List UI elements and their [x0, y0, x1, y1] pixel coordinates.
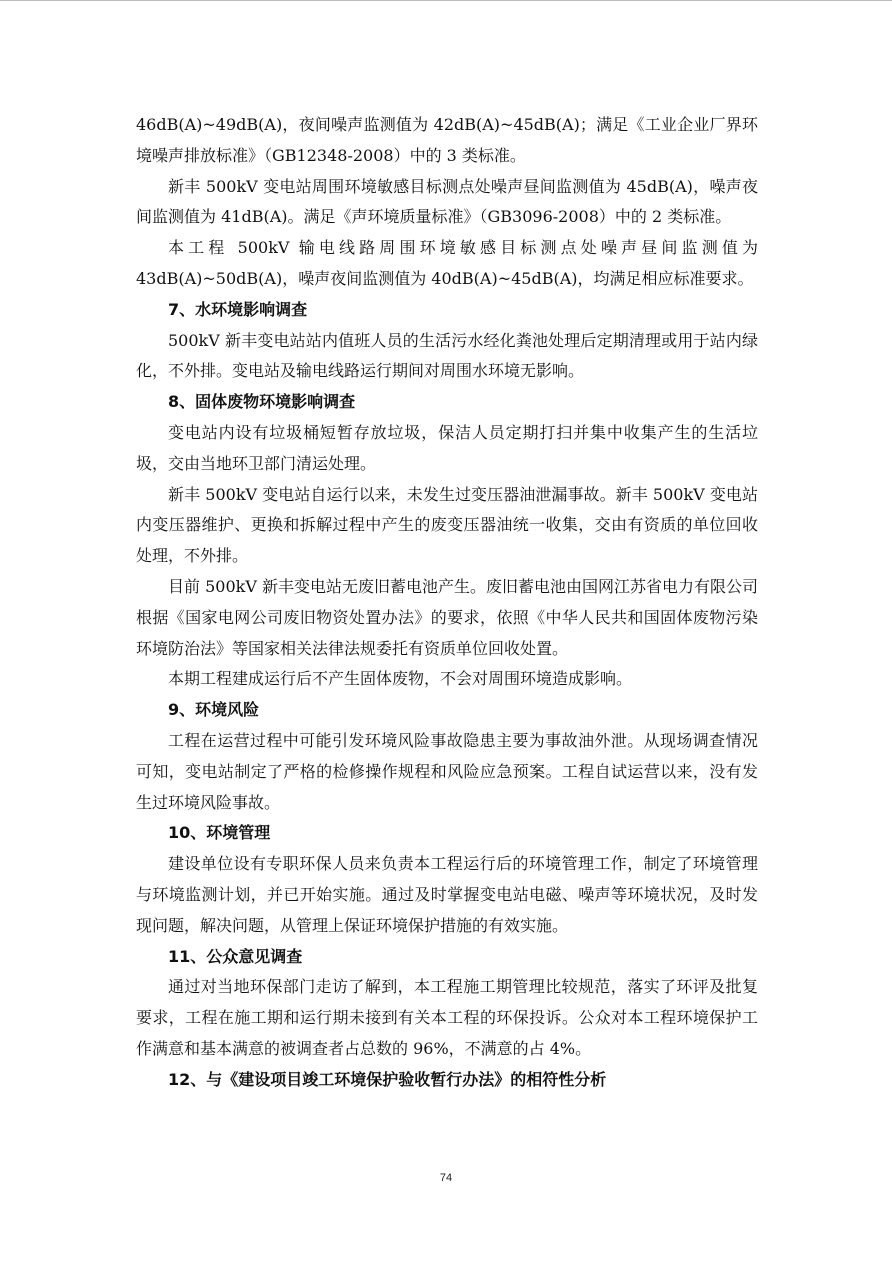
page-number: 74	[439, 1172, 453, 1184]
heading-environmental-risk: 9、环境风险	[168, 700, 260, 720]
document-body	[136, 110, 758, 1096]
heading-solid-waste: 8、固体废物环境影响调查	[168, 392, 356, 412]
paragraph-environmental-risk: 工程在运营过程中可能引发环境风险事故隐患主要为事故油外泄。从现场调查情况可知，变电站制定了严格的检修操作规程和风险应急预案。工程自试运营以来，没有发生过环境风险事故。	[136, 730, 758, 812]
heading-public-opinion: 11、公众意见调查	[168, 946, 303, 966]
paragraph-line-noise: 本工程 500kV 输电线路周围环境敏感目标测点处噪声昼间监测值为 43dB(A)~50dB(A)，噪声夜间监测值为 40dB(A)~45dB(A)，均满足相应标准要求。	[136, 238, 758, 288]
paragraph-domestic-waste: 变电站内设有垃圾桶短暂存放垃圾，保洁人员定期打扫并集中收集产生的生活垃圾，交由当地环卫部门清运处理。	[136, 422, 758, 473]
top-border-line	[0, 0, 892, 1]
paragraph-no-solid-waste: 本期工程建成运行后不产生固体废物，不会对周围环境造成影响。	[168, 669, 633, 689]
paragraph-transformer-oil: 新丰 500kV 变电站自运行以来，未发生过变压器油泄漏事故。新丰 500kV 变电站内变压器维护、更换和拆解过程中产生的废变压器油统一收集，交由有资质的单位回收处理，不外排。	[136, 484, 758, 566]
paragraph-noise-continuation: 46dB(A)~49dB(A)，夜间噪声监测值为 42dB(A)~45dB(A)；满足《工业企业厂界环境噪声排放标准》（GB12348-2008）中的 3 类标准。	[136, 115, 758, 165]
paragraph-public-opinion: 通过对当地环保部门走访了解到，本工程施工期管理比较规范，落实了环评及批复要求，工程在施工期和运行期未接到有关本工程的环保投诉。公众对本工程环境保护工作满意和基本满意的被调查者占总数的 96%，不满意的占 4%。	[136, 977, 758, 1058]
heading-environmental-management: 10、环境管理	[168, 823, 271, 843]
paragraph-environmental-management: 建设单位设有专职环保人员来负责本工程运行后的环境管理工作，制定了环境管理与环境监测计划，并已开始实施。通过及时掌握变电站电磁、噪声等环境状况，及时发现问题，解决问题，从管理上保证环境保护措施的有效实施。	[136, 854, 758, 935]
paragraph-water-environment: 500kV 新丰变电站站内值班人员的生活污水经化粪池处理后定期清理或用于站内绿化，不外排。变电站及输电线路运行期间对周围水环境无影响。	[136, 330, 758, 381]
heading-water-environment: 7、水环境影响调查	[168, 299, 308, 319]
paragraph-batteries: 目前 500kV 新丰变电站无废旧蓄电池产生。废旧蓄电池由国网江苏省电力有限公司根据《国家电网公司废旧物资处置办法》的要求，依照《中华人民共和国固体废物污染环境防治法》等国家相关法律法规委托有资质单位回收处置。	[136, 576, 758, 658]
paragraph-substation-noise: 新丰 500kV 变电站周围环境敏感目标测点处噪声昼间监测值为 45dB(A)，噪声夜间监测值为 41dB(A)。满足《声环境质量标准》（GB3096-2008）中的 2 类标准。	[136, 176, 758, 227]
heading-compliance-analysis: 12、与《建设项目竣工环境保护验收暂行办法》的相符性分析	[168, 1069, 607, 1089]
